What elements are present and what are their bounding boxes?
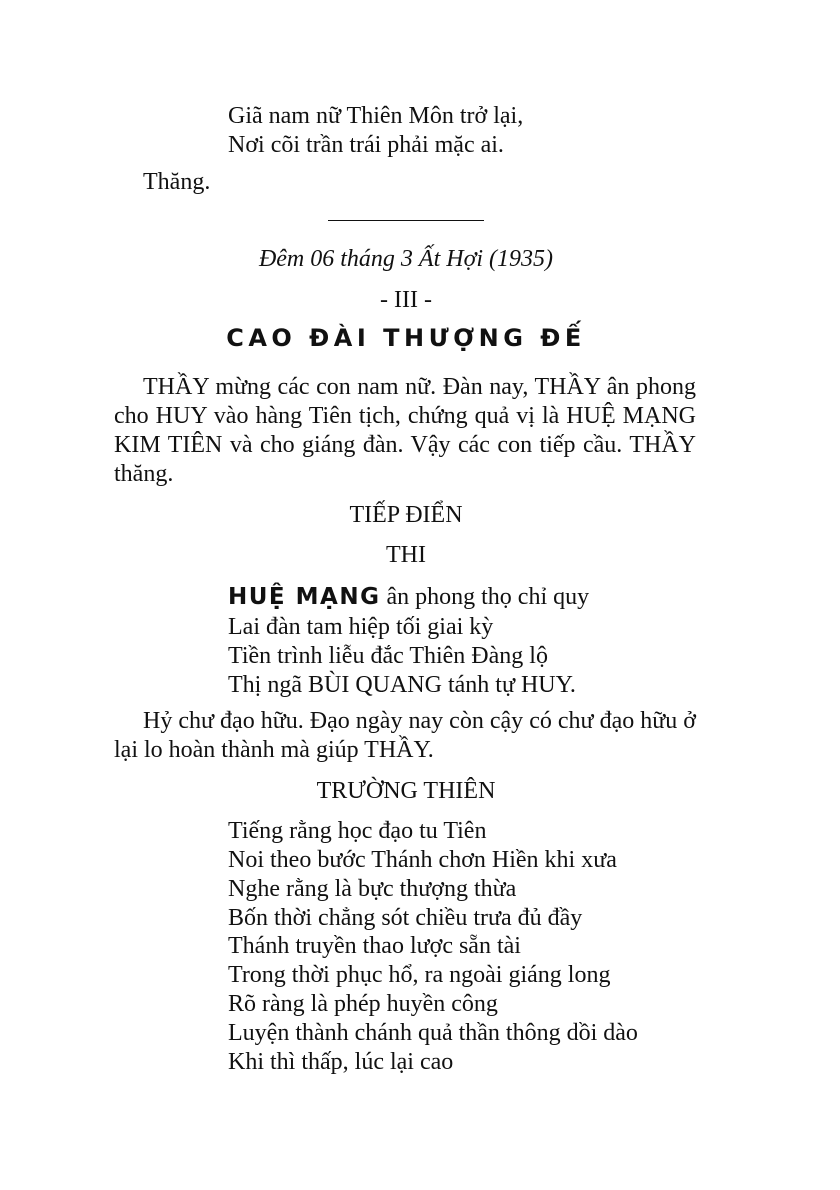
poem-2-line: Khi thì thấp, lúc lại cao: [228, 1049, 454, 1075]
poem-2-line: Trong thời phục hổ, ra ngoài giáng long: [228, 962, 611, 988]
verse-line: Nơi cõi trần trái phải mặc ai.: [228, 132, 504, 158]
heading-tiep-dien: TIẾP ĐIỂN: [349, 502, 463, 528]
paragraph-2: Hỷ chư đạo hữu. Đạo ngày nay còn cậy có chư đạo hữu ở lại lo hoàn thành mà giúp THẦY.: [114, 708, 696, 763]
poem-1-line: Thị ngã BÙI QUANG tánh tự HUY.: [228, 672, 576, 698]
poem-1-line-1-rest: ân phong thọ chỉ quy: [380, 584, 590, 610]
paragraph-1: THẦY mừng các con nam nữ. Đàn nay, THẦY ân phong cho HUY vào hàng Tiên tịch, chứng quả vị là HUỆ MẠNG KIM TIÊN và cho giáng đàn. Vậy các con tiếp cầu. THẦY thăng.: [114, 374, 696, 487]
poem-2-line: Thánh truyền thao lược sẵn tài: [228, 933, 521, 959]
poem-1-line: Tiền trình liễu đắc Thiên Đàng lộ: [228, 643, 548, 669]
section-number: - III -: [380, 287, 432, 313]
section-separator: [328, 220, 484, 221]
poem-2-line: Luyện thành chánh quả thần thông dồi dào: [228, 1020, 638, 1046]
heading-truong-thien: TRƯỜNG THIÊN: [316, 778, 496, 804]
date-heading: Đêm 06 tháng 3 Ất Hợi (1935): [258, 246, 554, 272]
poem-2-line: Tiếng rằng học đạo tu Tiên: [228, 818, 487, 844]
poem-1-line-1: [228, 583, 589, 612]
closing-text: Thăng.: [143, 169, 211, 195]
speaker-title: CAO ĐÀI THƯỢNG ĐẾ: [226, 324, 586, 352]
heading-thi: THI: [386, 542, 426, 568]
poem-2-line: Nghe rằng là bực thượng thừa: [228, 876, 517, 902]
poem-2-line: Noi theo bước Thánh chơn Hiền khi xưa: [228, 847, 617, 873]
poem-2-line: Rõ ràng là phép huyền công: [228, 991, 498, 1017]
verse-line: Giã nam nữ Thiên Môn trở lại,: [228, 103, 524, 129]
bold-name: HUỆ MẠNG: [228, 584, 381, 610]
poem-2-line: Bốn thời chẳng sót chiều trưa đủ đầy: [228, 905, 583, 931]
poem-1-line: Lai đàn tam hiệp tối giai kỳ: [228, 614, 494, 640]
